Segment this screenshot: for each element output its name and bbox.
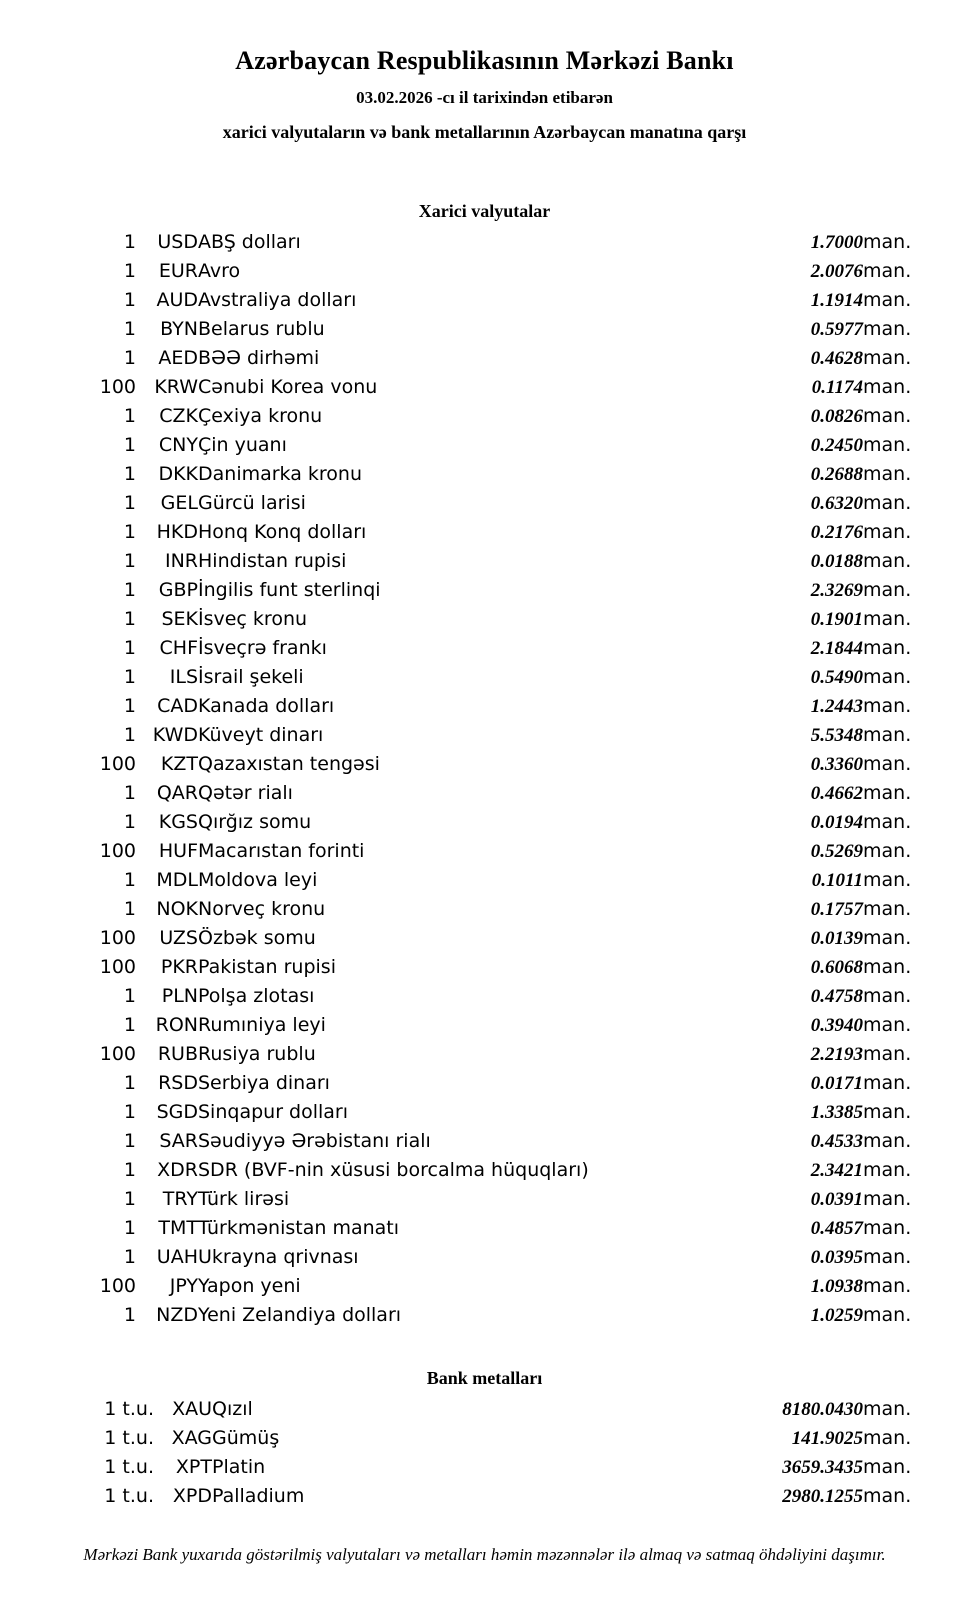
row-amount: 1: [123, 1188, 136, 1210]
row-rate-value: 0.6068: [810, 957, 863, 978]
row-rate-value: 0.0391: [810, 1189, 863, 1210]
footnote-container: [44, 1545, 925, 1565]
row-rate-value: 0.5269: [810, 841, 863, 862]
row-currency-name: İsveçrə frankı: [198, 637, 327, 659]
row-amount: 1: [123, 985, 136, 1007]
row-currency-code: USD: [157, 231, 198, 253]
row-unit-label: man.: [863, 753, 912, 775]
row-unit-label: man.: [863, 869, 912, 891]
row-rate-value: 2.3269: [810, 580, 863, 601]
row-amount: 1: [123, 521, 136, 543]
row-amount: 1: [123, 1072, 136, 1094]
row-currency-name: ABŞ dolları: [198, 231, 301, 253]
row-unit-label: man.: [863, 521, 912, 543]
table-row: [44, 460, 925, 489]
row-currency-name: Qazaxıstan tengəsi: [198, 753, 380, 775]
table-row: [44, 1395, 925, 1424]
table-row: [44, 228, 925, 257]
row-currency-code: SAR: [159, 1130, 198, 1152]
row-amount: 1 t.u.: [104, 1398, 154, 1420]
page-title: Azərbaycan Respublikasının Mərkəzi Bankı: [235, 46, 734, 75]
row-unit-label: man.: [863, 1014, 912, 1036]
row-rate-value: 0.0194: [810, 812, 863, 833]
row-unit-label: man.: [863, 898, 912, 920]
table-row: [44, 1185, 925, 1214]
row-currency-code: PKR: [160, 956, 198, 978]
table-row: [44, 953, 925, 982]
row-unit-label: man.: [863, 840, 912, 862]
row-currency-code: PLN: [161, 985, 198, 1007]
row-amount: 1: [123, 695, 136, 717]
row-unit-label: man.: [863, 1101, 912, 1123]
row-currency-code: RSD: [158, 1072, 198, 1094]
row-currency-name: Küveyt dinarı: [198, 724, 324, 746]
row-currency-name: Qızıl: [212, 1398, 253, 1420]
table-row: [44, 808, 925, 837]
row-currency-code: XAG: [171, 1427, 212, 1449]
row-currency-name: Rumıniya leyi: [198, 1014, 326, 1036]
row-currency-name: Gümüş: [212, 1427, 280, 1449]
row-unit-label: man.: [863, 347, 912, 369]
row-unit-label: man.: [863, 782, 912, 804]
row-amount: 1: [123, 1217, 136, 1239]
row-currency-code: KGS: [158, 811, 198, 833]
row-amount: 1: [123, 811, 136, 833]
footnote-text: Mərkəzi Bank yuxarıda göstərilmiş valyutaları və metalları həmin məzənnələr ilə almaq və satmaq öhdəliyini daşımır.: [83, 1545, 886, 1564]
table-row: [44, 1301, 925, 1330]
row-amount: 1: [123, 608, 136, 630]
table-row: [44, 286, 925, 315]
table-row: [44, 982, 925, 1011]
page-subtitle: xarici valyutaların və bank metallarının Azərbaycan manatına qarşı: [222, 122, 747, 142]
row-currency-code: BYN: [160, 318, 198, 340]
row-unit-label: man.: [863, 927, 912, 949]
row-currency-name: Türkmənistan manatı: [198, 1217, 400, 1239]
row-unit-label: man.: [863, 434, 912, 456]
table-row: [44, 1453, 925, 1482]
row-amount: 100: [99, 927, 136, 949]
table-row: [44, 1040, 925, 1069]
row-amount: 1: [123, 1130, 136, 1152]
row-amount: 1: [123, 1304, 136, 1326]
row-amount: 1: [123, 1014, 136, 1036]
table-row: [44, 750, 925, 779]
row-unit-label: man.: [863, 289, 912, 311]
row-rate-value: 141.9025: [791, 1428, 863, 1449]
row-currency-name: Avro: [198, 260, 241, 282]
row-unit-label: man.: [863, 695, 912, 717]
row-currency-code: CZK: [159, 405, 198, 427]
table-row: [44, 373, 925, 402]
row-rate-value: 0.1901: [810, 609, 863, 630]
row-rate-value: 1.3385: [810, 1102, 863, 1123]
row-rate-value: 2.1844: [810, 638, 863, 659]
row-currency-name: Belarus rublu: [198, 318, 325, 340]
row-currency-code: INR: [164, 550, 198, 572]
page-header: [44, 46, 925, 143]
table-row: [44, 692, 925, 721]
row-unit-label: man.: [863, 1217, 912, 1239]
row-unit-label: man.: [863, 1398, 912, 1420]
row-amount: 1: [123, 666, 136, 688]
row-currency-code: RUB: [157, 1043, 198, 1065]
row-amount: 1 t.u.: [104, 1485, 154, 1507]
row-unit-label: man.: [863, 1246, 912, 1268]
row-currency-name: Rusiya rublu: [198, 1043, 316, 1065]
row-unit-label: man.: [863, 724, 912, 746]
row-rate-value: 3659.3435: [782, 1457, 863, 1478]
row-currency-name: Cənubi Korea vonu: [198, 376, 378, 398]
table-row: [44, 344, 925, 373]
row-amount: 100: [99, 753, 136, 775]
table-row: [44, 866, 925, 895]
row-amount: 1: [123, 405, 136, 427]
table-row: [44, 315, 925, 344]
row-currency-name: Yeni Zelandiya dolları: [198, 1304, 402, 1326]
row-unit-label: man.: [863, 1072, 912, 1094]
row-rate-value: 0.2176: [810, 522, 863, 543]
row-currency-code: XPD: [172, 1485, 212, 1507]
row-rate-value: 0.4628: [810, 348, 863, 369]
row-rate-value: 0.4857: [810, 1218, 863, 1239]
row-amount: 1: [123, 782, 136, 804]
row-currency-code: SEK: [161, 608, 198, 630]
row-rate-value: 1.0938: [810, 1276, 863, 1297]
row-currency-name: BƏƏ dirhəmi: [198, 347, 320, 369]
row-unit-label: man.: [863, 463, 912, 485]
row-currency-name: Hindistan rupisi: [198, 550, 347, 572]
row-currency-name: Platin: [212, 1456, 266, 1478]
row-amount: 100: [99, 376, 136, 398]
row-unit-label: man.: [863, 579, 912, 601]
table-row: [44, 1272, 925, 1301]
row-amount: 1: [123, 550, 136, 572]
row-rate-value: 0.2450: [810, 435, 863, 456]
table-row: [44, 1098, 925, 1127]
table-row: [44, 634, 925, 663]
row-currency-code: KWD: [152, 724, 198, 746]
row-currency-code: KZT: [160, 753, 198, 775]
row-currency-code: HUF: [158, 840, 198, 862]
row-amount: 1: [123, 869, 136, 891]
row-amount: 1: [123, 492, 136, 514]
metals-section-title: Bank metalları: [426, 1368, 543, 1388]
row-currency-name: İngilis funt sterlinqi: [198, 579, 381, 601]
row-rate-value: 2.2193: [810, 1044, 863, 1065]
row-currency-name: Yapon yeni: [198, 1275, 301, 1297]
row-rate-value: 0.1757: [810, 899, 863, 920]
table-row: [44, 1214, 925, 1243]
row-rate-value: 2.0076: [810, 261, 863, 282]
row-amount: 1: [123, 434, 136, 456]
row-currency-name: Honq Konq dolları: [198, 521, 367, 543]
table-row: [44, 576, 925, 605]
table-row: [44, 1127, 925, 1156]
table-row: [44, 1156, 925, 1185]
row-rate-value: 0.5490: [810, 667, 863, 688]
row-currency-name: Səudiyyə Ərəbistanı rialı: [198, 1130, 431, 1152]
row-currency-name: Pakistan rupisi: [198, 956, 336, 978]
row-amount: 1: [123, 724, 136, 746]
row-currency-name: Polşa zlotası: [198, 985, 315, 1007]
row-rate-value: 0.4758: [810, 986, 863, 1007]
row-currency-code: DKK: [158, 463, 198, 485]
row-currency-name: Palladium: [212, 1485, 305, 1507]
row-rate-value: 0.0395: [810, 1247, 863, 1268]
row-amount: 1: [123, 260, 136, 282]
table-row: [44, 547, 925, 576]
row-rate-value: 0.3940: [810, 1015, 863, 1036]
effective-date-line: 03.02.2026 -cı il tarixindən etibarən: [356, 88, 613, 107]
row-currency-code: CNY: [158, 434, 198, 456]
table-row: [44, 1482, 925, 1511]
row-currency-name: Serbiya dinarı: [198, 1072, 330, 1094]
row-amount: 1: [123, 637, 136, 659]
row-unit-label: man.: [863, 1043, 912, 1065]
row-currency-code: TRY: [162, 1188, 198, 1210]
row-amount: 100: [99, 1043, 136, 1065]
row-currency-name: SDR (BVF-nin xüsusi borcalma hüquqları): [198, 1159, 589, 1181]
table-row: [44, 924, 925, 953]
row-unit-label: man.: [863, 318, 912, 340]
row-unit-label: man.: [863, 260, 912, 282]
row-unit-label: man.: [863, 550, 912, 572]
table-row: [44, 431, 925, 460]
row-currency-name: Sinqapur dolları: [198, 1101, 349, 1123]
row-amount: 1: [123, 1101, 136, 1123]
row-rate-value: 0.5977: [810, 319, 863, 340]
table-row: [44, 895, 925, 924]
row-amount: 1 t.u.: [104, 1427, 154, 1449]
row-currency-code: QAR: [156, 782, 198, 804]
row-rate-value: 0.4533: [810, 1131, 863, 1152]
row-currency-code: CAD: [157, 695, 198, 717]
row-currency-code: NZD: [156, 1304, 198, 1326]
row-unit-label: man.: [863, 492, 912, 514]
row-amount: 100: [99, 1275, 136, 1297]
row-currency-name: Qırğız somu: [198, 811, 312, 833]
table-row: [44, 489, 925, 518]
row-currency-code: XPT: [175, 1456, 212, 1478]
row-amount: 1: [123, 318, 136, 340]
row-amount: 1: [123, 347, 136, 369]
row-amount: 1: [123, 231, 136, 253]
row-unit-label: man.: [863, 666, 912, 688]
row-rate-value: 2.3421: [810, 1160, 863, 1181]
row-rate-value: 0.1011: [811, 870, 863, 891]
row-currency-name: Gürcü larisi: [198, 492, 306, 514]
table-row: [44, 1011, 925, 1040]
row-rate-value: 1.0259: [810, 1305, 863, 1326]
row-currency-code: TMT: [158, 1217, 198, 1239]
table-row: [44, 721, 925, 750]
row-amount: 100: [99, 840, 136, 862]
row-rate-value: 8180.0430: [782, 1399, 863, 1420]
row-currency-code: ILS: [169, 666, 198, 688]
row-rate-value: 0.0826: [810, 406, 863, 427]
row-rate-value: 1.1914: [810, 290, 863, 311]
row-unit-label: man.: [863, 1427, 912, 1449]
row-unit-label: man.: [863, 1188, 912, 1210]
row-currency-name: Macarıstan forinti: [198, 840, 365, 862]
row-currency-code: JPY: [169, 1275, 198, 1297]
row-currency-name: Norveç kronu: [198, 898, 326, 920]
row-rate-value: 0.0188: [810, 551, 863, 572]
row-unit-label: man.: [863, 1159, 912, 1181]
row-rate-value: 0.4662: [810, 783, 863, 804]
row-rate-value: 1.7000: [810, 232, 863, 253]
row-currency-code: XDR: [157, 1159, 198, 1181]
row-rate-value: 0.0139: [810, 928, 863, 949]
row-currency-code: AED: [158, 347, 198, 369]
row-unit-label: man.: [863, 1485, 912, 1507]
row-currency-name: Moldova leyi: [198, 869, 318, 891]
row-currency-name: Ukrayna qrivnası: [198, 1246, 359, 1268]
row-currency-name: İsveç kronu: [198, 608, 308, 630]
table-row: [44, 257, 925, 286]
row-amount: 1: [123, 289, 136, 311]
row-currency-code: SGD: [156, 1101, 198, 1123]
row-rate-value: 0.0171: [810, 1073, 863, 1094]
currencies-section-title: Xarici valyutalar: [418, 201, 551, 221]
row-amount: 1: [123, 579, 136, 601]
row-unit-label: man.: [863, 231, 912, 253]
row-amount: 1 t.u.: [104, 1456, 154, 1478]
row-amount: 1: [123, 463, 136, 485]
row-currency-code: XAU: [172, 1398, 212, 1420]
row-currency-code: UZS: [159, 927, 198, 949]
table-row: [44, 1069, 925, 1098]
row-rate-value: 2980.1255: [782, 1486, 863, 1507]
row-currency-name: İsrail şekeli: [198, 666, 304, 688]
row-unit-label: man.: [863, 985, 912, 1007]
row-currency-name: Çexiya kronu: [198, 405, 323, 427]
row-rate-value: 1.2443: [810, 696, 863, 717]
row-rate-value: 0.2688: [810, 464, 863, 485]
row-currency-code: UAH: [156, 1246, 198, 1268]
table-row: [44, 837, 925, 866]
row-unit-label: man.: [863, 608, 912, 630]
row-currency-code: EUR: [158, 260, 198, 282]
row-unit-label: man.: [863, 956, 912, 978]
row-currency-name: Danimarka kronu: [198, 463, 363, 485]
table-row: [44, 518, 925, 547]
row-currency-code: GBP: [158, 579, 198, 601]
row-unit-label: man.: [863, 811, 912, 833]
row-unit-label: man.: [863, 637, 912, 659]
row-amount: 100: [99, 956, 136, 978]
row-amount: 1: [123, 1159, 136, 1181]
row-currency-name: Özbək somu: [198, 927, 316, 949]
row-currency-name: Kanada dolları: [198, 695, 335, 717]
row-unit-label: man.: [863, 1304, 912, 1326]
row-rate-value: 0.1174: [811, 377, 863, 398]
row-amount: 1: [123, 1246, 136, 1268]
table-row: [44, 605, 925, 634]
row-currency-code: NOK: [156, 898, 198, 920]
row-unit-label: man.: [863, 1130, 912, 1152]
row-unit-label: man.: [863, 1275, 912, 1297]
row-currency-code: HKD: [156, 521, 198, 543]
table-row: [44, 779, 925, 808]
currencies-table: [44, 228, 925, 1330]
row-currency-code: AUD: [156, 289, 198, 311]
row-unit-label: man.: [863, 376, 912, 398]
row-rate-value: 0.6320: [810, 493, 863, 514]
table-row: [44, 1424, 925, 1453]
row-unit-label: man.: [863, 1456, 912, 1478]
table-row: [44, 663, 925, 692]
table-row: [44, 402, 925, 431]
row-currency-code: MDL: [156, 869, 198, 891]
row-currency-name: Avstraliya dolları: [198, 289, 357, 311]
row-currency-code: GEL: [160, 492, 198, 514]
row-rate-value: 5.5348: [810, 725, 863, 746]
row-rate-value: 0.3360: [810, 754, 863, 775]
row-unit-label: man.: [863, 405, 912, 427]
row-currency-code: CHF: [159, 637, 198, 659]
metals-table: [44, 1395, 925, 1511]
row-currency-name: Qətər rialı: [198, 782, 293, 804]
row-currency-code: RON: [155, 1014, 198, 1036]
row-currency-name: Türk lirəsi: [198, 1188, 290, 1210]
row-currency-code: KRW: [154, 376, 198, 398]
row-currency-name: Çin yuanı: [198, 434, 287, 456]
row-amount: 1: [123, 898, 136, 920]
table-row: [44, 1243, 925, 1272]
